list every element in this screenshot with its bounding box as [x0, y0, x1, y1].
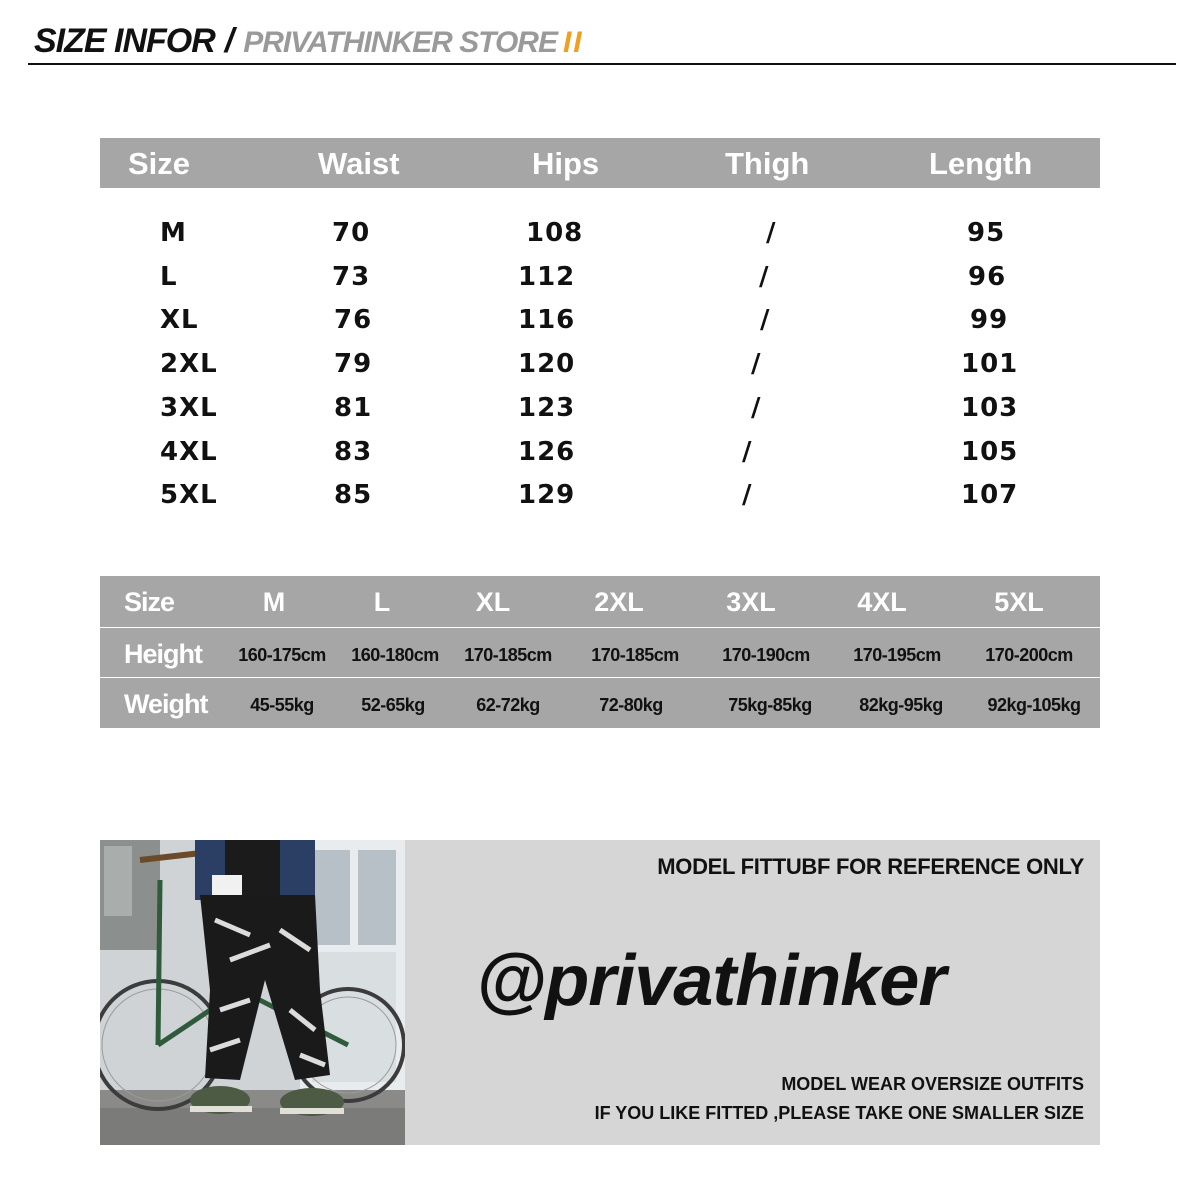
cell-hips: 108 [526, 218, 584, 248]
cell-length: 105 [961, 437, 1019, 467]
size-cell: 5XL [994, 587, 1044, 617]
col-header-thigh: Thigh [725, 146, 810, 181]
cell-length: 96 [968, 262, 1007, 292]
cell-waist: 73 [332, 262, 371, 292]
table-row [100, 437, 1100, 477]
height-cell: 160-180cm [351, 645, 439, 665]
table-row [100, 349, 1100, 389]
model-photo-illustration [100, 840, 405, 1145]
model-photo [100, 840, 405, 1145]
cell-thigh: / [751, 349, 762, 379]
height-cell: 170-185cm [591, 645, 679, 665]
fit-table-weight-row [100, 677, 1100, 728]
cell-thigh: / [742, 437, 753, 467]
fit-table-height-row [100, 627, 1100, 678]
col-header-size: Size [128, 146, 191, 181]
height-row-label: Height [124, 639, 202, 669]
cell-length: 107 [961, 480, 1019, 510]
weight-cell: 72-80kg [599, 695, 663, 715]
cell-hips: 129 [518, 480, 576, 510]
store-handle: @privathinker [476, 941, 946, 1021]
height-cell: 160-175cm [238, 645, 326, 665]
size-table-header [100, 138, 1100, 188]
size-cell: 4XL [857, 587, 907, 617]
cell-waist: 79 [334, 349, 373, 379]
fit-table [100, 576, 1100, 728]
cell-hips: 126 [518, 437, 576, 467]
col-header-waist: Waist [318, 146, 400, 181]
size-cell: 2XL [594, 587, 644, 617]
table-row [100, 218, 1100, 258]
cell-thigh: / [766, 218, 777, 248]
table-row [100, 393, 1100, 433]
weight-cell: 62-72kg [476, 695, 540, 715]
table-row [100, 262, 1100, 302]
cell-thigh: / [759, 262, 770, 292]
page-header [34, 22, 584, 66]
cell-length: 101 [961, 349, 1019, 379]
cell-length: 99 [970, 305, 1009, 335]
banner-note-oversize: MODEL WEAR OVERSIZE OUTFITS [781, 1074, 1084, 1094]
cell-size: 5XL [160, 480, 218, 510]
banner-title: MODEL FITTUBF FOR REFERENCE ONLY [657, 854, 1084, 879]
size-cell: 3XL [726, 587, 776, 617]
cell-size: 2XL [160, 349, 218, 379]
title-separator: / [224, 22, 234, 60]
cell-size: 4XL [160, 437, 218, 467]
store-name: PRIVATHINKER STORE [243, 26, 557, 59]
cell-size: XL [160, 305, 199, 335]
table-row [100, 305, 1100, 345]
weight-row-label: Weight [124, 689, 208, 719]
cell-length: 103 [961, 393, 1019, 423]
cell-waist: 76 [334, 305, 373, 335]
page-title: SIZE INFOR [34, 22, 215, 60]
col-header-hips: Hips [532, 146, 600, 181]
cell-waist: 70 [332, 218, 371, 248]
weight-cell: 82kg-95kg [859, 695, 943, 715]
cell-waist: 83 [334, 437, 373, 467]
banner-note-sizing: IF YOU LIKE FITTED ,PLEASE TAKE ONE SMALLER SIZE [594, 1103, 1084, 1123]
weight-cell: 75kg-85kg [728, 695, 812, 715]
weight-cell: 52-65kg [361, 695, 425, 715]
cell-size: M [160, 218, 187, 248]
accent-bars: II [562, 26, 584, 59]
cell-thigh: / [760, 305, 771, 335]
cell-thigh: / [742, 480, 753, 510]
cell-length: 95 [967, 218, 1006, 248]
size-row-label: Size [124, 587, 175, 617]
size-cell: XL [475, 587, 511, 617]
col-header-length: Length [929, 146, 1033, 181]
cell-waist: 85 [334, 480, 373, 510]
cell-waist: 81 [334, 393, 373, 423]
header-divider [28, 63, 1176, 65]
cell-hips: 116 [518, 305, 576, 335]
weight-cell: 92kg-105kg [987, 695, 1081, 715]
cell-size: L [160, 262, 178, 292]
cell-hips: 120 [518, 349, 576, 379]
cell-thigh: / [751, 393, 762, 423]
weight-cell: 45-55kg [250, 695, 314, 715]
cell-hips: 112 [518, 262, 576, 292]
height-cell: 170-200cm [985, 645, 1073, 665]
cell-size: 3XL [160, 393, 218, 423]
fit-table-size-row [100, 576, 1100, 626]
size-cell: L [373, 587, 391, 617]
height-cell: 170-185cm [464, 645, 552, 665]
height-cell: 170-190cm [722, 645, 810, 665]
table-row [100, 480, 1100, 520]
height-cell: 170-195cm [853, 645, 941, 665]
cell-hips: 123 [518, 393, 576, 423]
size-cell: M [262, 587, 286, 617]
model-banner [100, 840, 1100, 1145]
